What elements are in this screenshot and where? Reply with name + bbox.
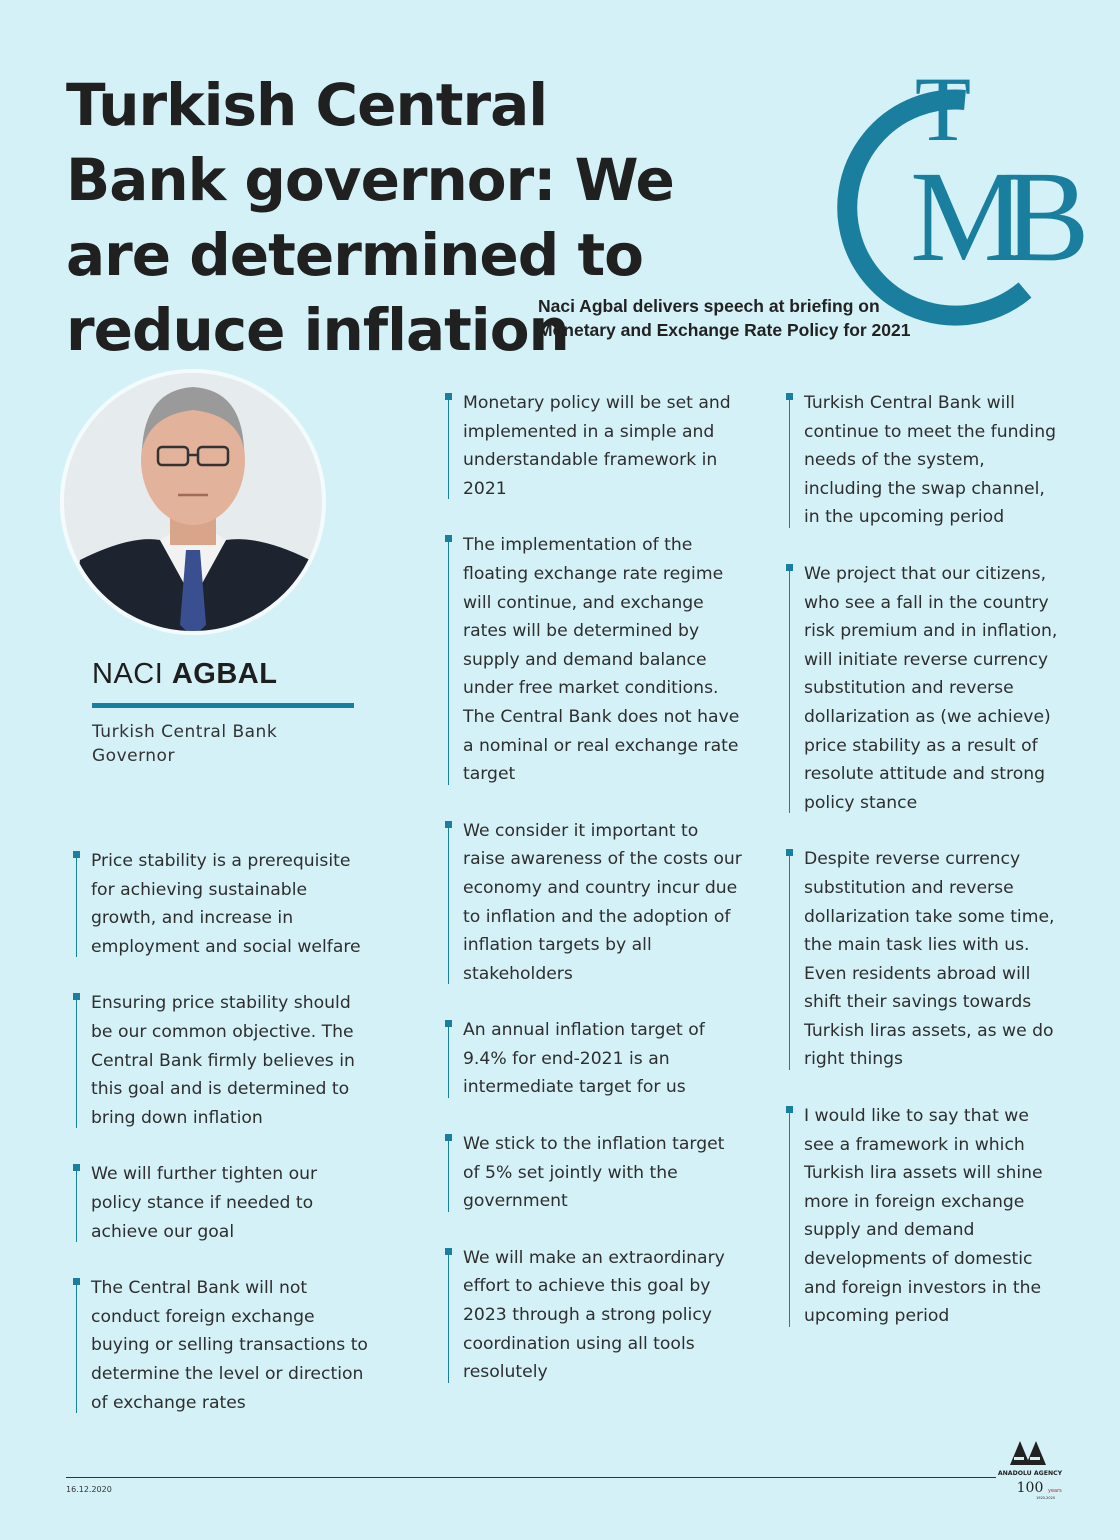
svg-text:1920-2020: 1920-2020	[1036, 1496, 1056, 1500]
svg-text:ANADOLU AGENCY: ANADOLU AGENCY	[997, 1470, 1063, 1477]
quote-item: Despite reverse currency substitution and reverse dollarization take some time, the main task lies with us. Even residents abroad will shift their savings towards Turkish liras assets, as we do right things	[786, 845, 1061, 1074]
column-2	[445, 389, 745, 1387]
column-1	[73, 847, 373, 1417]
person-role: Turkish Central Bank Governor	[92, 722, 278, 766]
tcmb-logo	[815, 58, 1090, 305]
subtitle: Naci Agbal delivers speech at briefing on Monetary and Exchange Rate Policy for 2021	[538, 296, 911, 340]
quote-item: The implementation of the floating exchange rate regime will continue, and exchange rates will be determined by supply and demand balance under free market conditions. The Central Bank does not have a nominal or real exchange rate target	[445, 531, 745, 788]
name-underline	[92, 703, 354, 708]
quote-item: I would like to say that we see a framework in which Turkish lira assets will shine more in foreign exchange supply and demand developments of domestic and foreign investors in the upcoming period	[786, 1102, 1061, 1331]
footer-divider	[66, 1477, 996, 1478]
svg-text:B: B	[1003, 145, 1090, 289]
publish-date: 16.12.2020	[66, 1485, 112, 1494]
person-first-name: NACI	[92, 658, 164, 690]
quote-item: We stick to the inflation target of 5% set jointly with the government	[445, 1130, 745, 1216]
person-name	[92, 658, 277, 691]
anadolu-agency-logo	[996, 1435, 1064, 1505]
quote-item: Monetary policy will be set and implemented in a simple and understandable framework in 2021	[445, 389, 745, 503]
quote-item: We project that our citizens, who see a fall in the country risk premium and in inflation, will initiate reverse currency substitution and reverse dollarization as (we achieve) price stability as a result of resolute attitude and strong policy stance	[786, 560, 1061, 817]
quote-item: Ensuring price stability should be our common objective. The Central Bank firmly believes in this goal and is determined to bring down inflation	[73, 989, 373, 1132]
svg-text:years: years	[1048, 1488, 1062, 1494]
quote-item: We consider it important to raise awareness of the costs our economy and country incur due to inflation and the adoption of inflation targets by all stakeholders	[445, 817, 745, 989]
portrait-photo	[60, 345, 326, 635]
quote-item: We will make an extraordinary effort to achieve this goal by 2023 through a strong policy coordination using all tools resolutely	[445, 1244, 745, 1387]
quote-item: We will further tighten our policy stance if needed to achieve our goal	[73, 1160, 373, 1246]
quote-item: Turkish Central Bank will continue to meet the funding needs of the system, including the swap channel, in the upcoming period	[786, 389, 1061, 532]
quote-item: The Central Bank will not conduct foreign exchange buying or selling transactions to determine the level or direction of exchange rates	[73, 1274, 373, 1417]
quote-item: Price stability is a prerequisite for achieving sustainable growth, and increase in employment and social welfare	[73, 847, 373, 961]
person-last-name: AGBAL	[171, 658, 278, 690]
svg-text:100: 100	[1016, 1480, 1044, 1496]
quote-item: An annual inflation target of 9.4% for end-2021 is an intermediate target for us	[445, 1016, 745, 1102]
column-3	[786, 389, 1061, 1331]
svg-text:T: T	[914, 58, 972, 160]
page-title: Turkish Central Bank governor: We are determined to reduce inflation	[66, 71, 674, 364]
svg-text:M: M	[910, 145, 1026, 289]
